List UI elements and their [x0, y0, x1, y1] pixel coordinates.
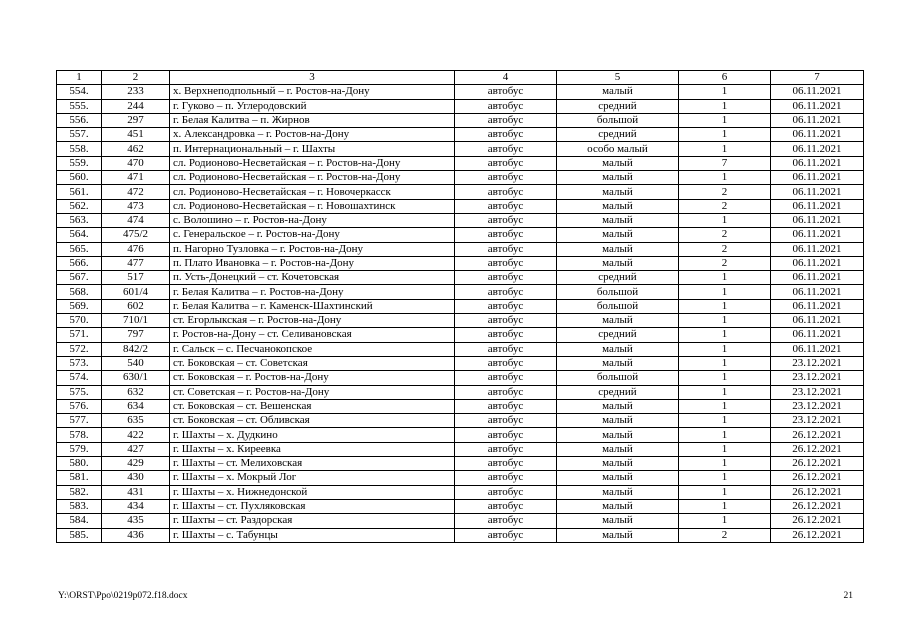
date-cell: 26.12.2021: [771, 457, 864, 471]
vehicle-class-cell: малый: [557, 213, 679, 227]
route-name-cell: ст. Боковская – ст. Обливская: [170, 414, 455, 428]
table-row: [57, 328, 864, 342]
route-number-cell: 602: [102, 299, 170, 313]
date-cell: 23.12.2021: [771, 356, 864, 370]
vehicle-class-cell: малый: [557, 428, 679, 442]
vehicle-class-cell: средний: [557, 128, 679, 142]
row-number-cell: 564.: [57, 228, 102, 242]
row-number-cell: 556.: [57, 113, 102, 127]
vehicle-class-cell: малый: [557, 514, 679, 528]
row-number-cell: 572.: [57, 342, 102, 356]
route-name-cell: сл. Родионово-Несветайская – г. Новочеркасск: [170, 185, 455, 199]
row-number-cell: 583.: [57, 499, 102, 513]
vehicle-class-cell: большой: [557, 371, 679, 385]
date-cell: 06.11.2021: [771, 328, 864, 342]
table-row: [57, 213, 864, 227]
vehicle-count-cell: 1: [679, 342, 771, 356]
vehicle-count-cell: 1: [679, 514, 771, 528]
table-row: [57, 113, 864, 127]
date-cell: 06.11.2021: [771, 213, 864, 227]
route-number-cell: 431: [102, 485, 170, 499]
vehicle-type-cell: автобус: [455, 171, 557, 185]
vehicle-class-cell: средний: [557, 271, 679, 285]
route-number-cell: 244: [102, 99, 170, 113]
table-body: [57, 85, 864, 543]
vehicle-class-cell: малый: [557, 414, 679, 428]
date-cell: 06.11.2021: [771, 156, 864, 170]
route-name-cell: г. Шахты – ст. Пухляковская: [170, 499, 455, 513]
table-row: [57, 342, 864, 356]
vehicle-type-cell: автобус: [455, 371, 557, 385]
date-cell: 06.11.2021: [771, 299, 864, 313]
date-cell: 06.11.2021: [771, 128, 864, 142]
route-name-cell: п. Нагорно Тузловка – г. Ростов-на-Дону: [170, 242, 455, 256]
row-number-cell: 578.: [57, 428, 102, 442]
vehicle-count-cell: 1: [679, 428, 771, 442]
route-number-cell: 462: [102, 142, 170, 156]
table-row: [57, 171, 864, 185]
route-name-cell: х. Верхнеподпольный – г. Ростов-на-Дону: [170, 85, 455, 99]
route-number-cell: 476: [102, 242, 170, 256]
row-number-cell: 575.: [57, 385, 102, 399]
table-row: [57, 142, 864, 156]
vehicle-count-cell: 1: [679, 85, 771, 99]
vehicle-count-cell: 1: [679, 385, 771, 399]
vehicle-type-cell: автобус: [455, 113, 557, 127]
vehicle-class-cell: малый: [557, 256, 679, 270]
vehicle-type-cell: автобус: [455, 399, 557, 413]
date-cell: 06.11.2021: [771, 271, 864, 285]
vehicle-count-cell: 7: [679, 156, 771, 170]
date-cell: 26.12.2021: [771, 471, 864, 485]
route-number-cell: 634: [102, 399, 170, 413]
vehicle-count-cell: 1: [679, 485, 771, 499]
header-col-2: 2: [102, 71, 170, 85]
row-number-cell: 568.: [57, 285, 102, 299]
vehicle-count-cell: 2: [679, 242, 771, 256]
route-number-cell: 632: [102, 385, 170, 399]
vehicle-type-cell: автобус: [455, 85, 557, 99]
row-number-cell: 579.: [57, 442, 102, 456]
row-number-cell: 558.: [57, 142, 102, 156]
row-number-cell: 580.: [57, 457, 102, 471]
route-name-cell: п. Интернациональный – г. Шахты: [170, 142, 455, 156]
vehicle-type-cell: автобус: [455, 142, 557, 156]
table-row: [57, 528, 864, 542]
table-row: [57, 156, 864, 170]
date-cell: 06.11.2021: [771, 142, 864, 156]
table-row: [57, 185, 864, 199]
route-name-cell: г. Шахты – х. Мокрый Лог: [170, 471, 455, 485]
vehicle-type-cell: автобус: [455, 514, 557, 528]
route-name-cell: ст. Боковская – ст. Вешенская: [170, 399, 455, 413]
table-row: [57, 242, 864, 256]
route-name-cell: с. Волошино – г. Ростов-на-Дону: [170, 213, 455, 227]
route-name-cell: г. Шахты – х. Нижнедонской: [170, 485, 455, 499]
route-number-cell: 430: [102, 471, 170, 485]
routes-table: [56, 70, 864, 543]
date-cell: 23.12.2021: [771, 399, 864, 413]
route-number-cell: 429: [102, 457, 170, 471]
route-number-cell: 471: [102, 171, 170, 185]
vehicle-count-cell: 1: [679, 213, 771, 227]
vehicle-type-cell: автобус: [455, 414, 557, 428]
route-number-cell: 436: [102, 528, 170, 542]
vehicle-class-cell: средний: [557, 99, 679, 113]
route-number-cell: 601/4: [102, 285, 170, 299]
file-path: Y:\ORST\Ppo\0219p072.f18.docx: [58, 591, 188, 601]
vehicle-class-cell: малый: [557, 356, 679, 370]
date-cell: 06.11.2021: [771, 199, 864, 213]
vehicle-count-cell: 1: [679, 314, 771, 328]
row-number-cell: 561.: [57, 185, 102, 199]
header-col-4: 4: [455, 71, 557, 85]
vehicle-count-cell: 1: [679, 399, 771, 413]
vehicle-class-cell: малый: [557, 85, 679, 99]
route-name-cell: г. Шахты – ст. Мелиховская: [170, 457, 455, 471]
page-number: 21: [843, 591, 853, 601]
row-number-cell: 576.: [57, 399, 102, 413]
vehicle-count-cell: 2: [679, 199, 771, 213]
date-cell: 26.12.2021: [771, 499, 864, 513]
table-header-row: [57, 71, 864, 85]
vehicle-class-cell: малый: [557, 528, 679, 542]
vehicle-count-cell: 2: [679, 528, 771, 542]
date-cell: 06.11.2021: [771, 314, 864, 328]
vehicle-count-cell: 1: [679, 457, 771, 471]
row-number-cell: 585.: [57, 528, 102, 542]
route-number-cell: 297: [102, 113, 170, 127]
row-number-cell: 584.: [57, 514, 102, 528]
vehicle-count-cell: 2: [679, 256, 771, 270]
vehicle-type-cell: автобус: [455, 99, 557, 113]
vehicle-class-cell: малый: [557, 442, 679, 456]
vehicle-type-cell: автобус: [455, 356, 557, 370]
table-row: [57, 514, 864, 528]
table-row: [57, 228, 864, 242]
vehicle-type-cell: автобус: [455, 385, 557, 399]
vehicle-class-cell: большой: [557, 285, 679, 299]
date-cell: 26.12.2021: [771, 485, 864, 499]
date-cell: 23.12.2021: [771, 414, 864, 428]
vehicle-type-cell: автобус: [455, 314, 557, 328]
route-number-cell: 473: [102, 199, 170, 213]
route-number-cell: 427: [102, 442, 170, 456]
table-row: [57, 471, 864, 485]
row-number-cell: 571.: [57, 328, 102, 342]
row-number-cell: 582.: [57, 485, 102, 499]
vehicle-class-cell: средний: [557, 328, 679, 342]
vehicle-count-cell: 1: [679, 371, 771, 385]
vehicle-class-cell: малый: [557, 471, 679, 485]
vehicle-type-cell: автобус: [455, 499, 557, 513]
table-row: [57, 385, 864, 399]
route-name-cell: п. Плато Ивановка – г. Ростов-на-Дону: [170, 256, 455, 270]
route-number-cell: 422: [102, 428, 170, 442]
vehicle-count-cell: 1: [679, 128, 771, 142]
row-number-cell: 554.: [57, 85, 102, 99]
route-name-cell: сл. Родионово-Несветайская – г. Новошахтинск: [170, 199, 455, 213]
vehicle-count-cell: 1: [679, 99, 771, 113]
date-cell: 06.11.2021: [771, 85, 864, 99]
vehicle-class-cell: малый: [557, 171, 679, 185]
route-number-cell: 474: [102, 213, 170, 227]
vehicle-class-cell: особо малый: [557, 142, 679, 156]
route-number-cell: 451: [102, 128, 170, 142]
route-name-cell: ст. Боковская – г. Ростов-на-Дону: [170, 371, 455, 385]
vehicle-type-cell: автобус: [455, 271, 557, 285]
route-name-cell: г. Белая Калитва – г. Каменск-Шахтинский: [170, 299, 455, 313]
row-number-cell: 581.: [57, 471, 102, 485]
table-row: [57, 457, 864, 471]
route-number-cell: 472: [102, 185, 170, 199]
vehicle-count-cell: 1: [679, 113, 771, 127]
vehicle-count-cell: 1: [679, 285, 771, 299]
table-row: [57, 371, 864, 385]
route-name-cell: г. Шахты – с. Табунцы: [170, 528, 455, 542]
vehicle-type-cell: автобус: [455, 528, 557, 542]
row-number-cell: 555.: [57, 99, 102, 113]
table-row: [57, 99, 864, 113]
route-number-cell: 434: [102, 499, 170, 513]
date-cell: 06.11.2021: [771, 99, 864, 113]
vehicle-count-cell: 1: [679, 356, 771, 370]
date-cell: 06.11.2021: [771, 171, 864, 185]
vehicle-type-cell: автобус: [455, 185, 557, 199]
route-number-cell: 517: [102, 271, 170, 285]
table-row: [57, 428, 864, 442]
row-number-cell: 557.: [57, 128, 102, 142]
route-name-cell: с. Генеральское – г. Ростов-на-Дону: [170, 228, 455, 242]
date-cell: 26.12.2021: [771, 442, 864, 456]
route-name-cell: г. Ростов-на-Дону – ст. Селивановская: [170, 328, 455, 342]
vehicle-type-cell: автобус: [455, 156, 557, 170]
vehicle-type-cell: автобус: [455, 228, 557, 242]
table-row: [57, 299, 864, 313]
table-row: [57, 356, 864, 370]
header-col-3: 3: [170, 71, 455, 85]
table-row: [57, 499, 864, 513]
date-cell: 26.12.2021: [771, 514, 864, 528]
vehicle-class-cell: малый: [557, 314, 679, 328]
row-number-cell: 567.: [57, 271, 102, 285]
route-name-cell: г. Белая Калитва – п. Жирнов: [170, 113, 455, 127]
vehicle-count-cell: 2: [679, 185, 771, 199]
row-number-cell: 565.: [57, 242, 102, 256]
route-name-cell: сл. Родионово-Несветайская – г. Ростов-на-Дону: [170, 156, 455, 170]
date-cell: 06.11.2021: [771, 228, 864, 242]
row-number-cell: 573.: [57, 356, 102, 370]
vehicle-type-cell: автобус: [455, 471, 557, 485]
route-name-cell: ст. Боковская – ст. Советская: [170, 356, 455, 370]
vehicle-count-cell: 1: [679, 171, 771, 185]
date-cell: 26.12.2021: [771, 428, 864, 442]
vehicle-class-cell: малый: [557, 342, 679, 356]
route-number-cell: 435: [102, 514, 170, 528]
vehicle-type-cell: автобус: [455, 242, 557, 256]
vehicle-count-cell: 1: [679, 142, 771, 156]
date-cell: 23.12.2021: [771, 385, 864, 399]
header-col-6: 6: [679, 71, 771, 85]
route-number-cell: 710/1: [102, 314, 170, 328]
vehicle-type-cell: автобус: [455, 457, 557, 471]
row-number-cell: 570.: [57, 314, 102, 328]
route-number-cell: 842/2: [102, 342, 170, 356]
table-row: [57, 128, 864, 142]
table-row: [57, 199, 864, 213]
vehicle-class-cell: малый: [557, 242, 679, 256]
row-number-cell: 574.: [57, 371, 102, 385]
vehicle-type-cell: автобус: [455, 342, 557, 356]
vehicle-count-cell: 1: [679, 442, 771, 456]
table-row: [57, 271, 864, 285]
row-number-cell: 563.: [57, 213, 102, 227]
table-row: [57, 414, 864, 428]
row-number-cell: 566.: [57, 256, 102, 270]
route-number-cell: 635: [102, 414, 170, 428]
vehicle-type-cell: автобус: [455, 256, 557, 270]
vehicle-class-cell: малый: [557, 399, 679, 413]
route-number-cell: 470: [102, 156, 170, 170]
vehicle-count-cell: 1: [679, 299, 771, 313]
vehicle-type-cell: автобус: [455, 199, 557, 213]
table-row: [57, 399, 864, 413]
vehicle-class-cell: малый: [557, 228, 679, 242]
route-name-cell: г. Белая Калитва – г. Ростов-на-Дону: [170, 285, 455, 299]
table-row: [57, 285, 864, 299]
header-col-7: 7: [771, 71, 864, 85]
route-name-cell: п. Усть-Донецкий – ст. Кочетовская: [170, 271, 455, 285]
vehicle-count-cell: 1: [679, 414, 771, 428]
date-cell: 06.11.2021: [771, 113, 864, 127]
date-cell: 06.11.2021: [771, 185, 864, 199]
vehicle-class-cell: малый: [557, 199, 679, 213]
vehicle-class-cell: малый: [557, 156, 679, 170]
route-name-cell: г. Сальск – с. Песчанокопское: [170, 342, 455, 356]
row-number-cell: 569.: [57, 299, 102, 313]
vehicle-type-cell: автобус: [455, 285, 557, 299]
vehicle-type-cell: автобус: [455, 328, 557, 342]
vehicle-class-cell: большой: [557, 113, 679, 127]
route-name-cell: х. Александровка – г. Ростов-на-Дону: [170, 128, 455, 142]
header-col-1: 1: [57, 71, 102, 85]
row-number-cell: 560.: [57, 171, 102, 185]
date-cell: 26.12.2021: [771, 528, 864, 542]
vehicle-count-cell: 1: [679, 471, 771, 485]
route-number-cell: 477: [102, 256, 170, 270]
vehicle-count-cell: 1: [679, 499, 771, 513]
route-name-cell: г. Шахты – ст. Раздорская: [170, 514, 455, 528]
route-name-cell: ст. Советская – г. Ростов-на-Дону: [170, 385, 455, 399]
vehicle-class-cell: большой: [557, 299, 679, 313]
vehicle-type-cell: автобус: [455, 442, 557, 456]
table-row: [57, 256, 864, 270]
vehicle-type-cell: автобус: [455, 213, 557, 227]
date-cell: 06.11.2021: [771, 242, 864, 256]
row-number-cell: 562.: [57, 199, 102, 213]
vehicle-count-cell: 1: [679, 328, 771, 342]
vehicle-class-cell: малый: [557, 185, 679, 199]
row-number-cell: 577.: [57, 414, 102, 428]
route-number-cell: 540: [102, 356, 170, 370]
date-cell: 23.12.2021: [771, 371, 864, 385]
route-name-cell: ст. Егорлыкская – г. Ростов-на-Дону: [170, 314, 455, 328]
vehicle-type-cell: автобус: [455, 128, 557, 142]
table-row: [57, 85, 864, 99]
vehicle-class-cell: средний: [557, 385, 679, 399]
vehicle-class-cell: малый: [557, 499, 679, 513]
row-number-cell: 559.: [57, 156, 102, 170]
table-row: [57, 485, 864, 499]
date-cell: 06.11.2021: [771, 256, 864, 270]
vehicle-class-cell: малый: [557, 457, 679, 471]
vehicle-count-cell: 2: [679, 228, 771, 242]
date-cell: 06.11.2021: [771, 285, 864, 299]
route-name-cell: сл. Родионово-Несветайская – г. Ростов-на-Дону: [170, 171, 455, 185]
table-row: [57, 442, 864, 456]
route-name-cell: г. Шахты – х. Дудкино: [170, 428, 455, 442]
route-name-cell: г. Шахты – х. Киреевка: [170, 442, 455, 456]
route-number-cell: 630/1: [102, 371, 170, 385]
vehicle-type-cell: автобус: [455, 299, 557, 313]
vehicle-class-cell: малый: [557, 485, 679, 499]
route-number-cell: 797: [102, 328, 170, 342]
route-number-cell: 233: [102, 85, 170, 99]
date-cell: 06.11.2021: [771, 342, 864, 356]
header-col-5: 5: [557, 71, 679, 85]
vehicle-type-cell: автобус: [455, 485, 557, 499]
vehicle-type-cell: автобус: [455, 428, 557, 442]
vehicle-count-cell: 1: [679, 271, 771, 285]
route-name-cell: г. Гуково – п. Углеродовский: [170, 99, 455, 113]
table-row: [57, 314, 864, 328]
route-number-cell: 475/2: [102, 228, 170, 242]
